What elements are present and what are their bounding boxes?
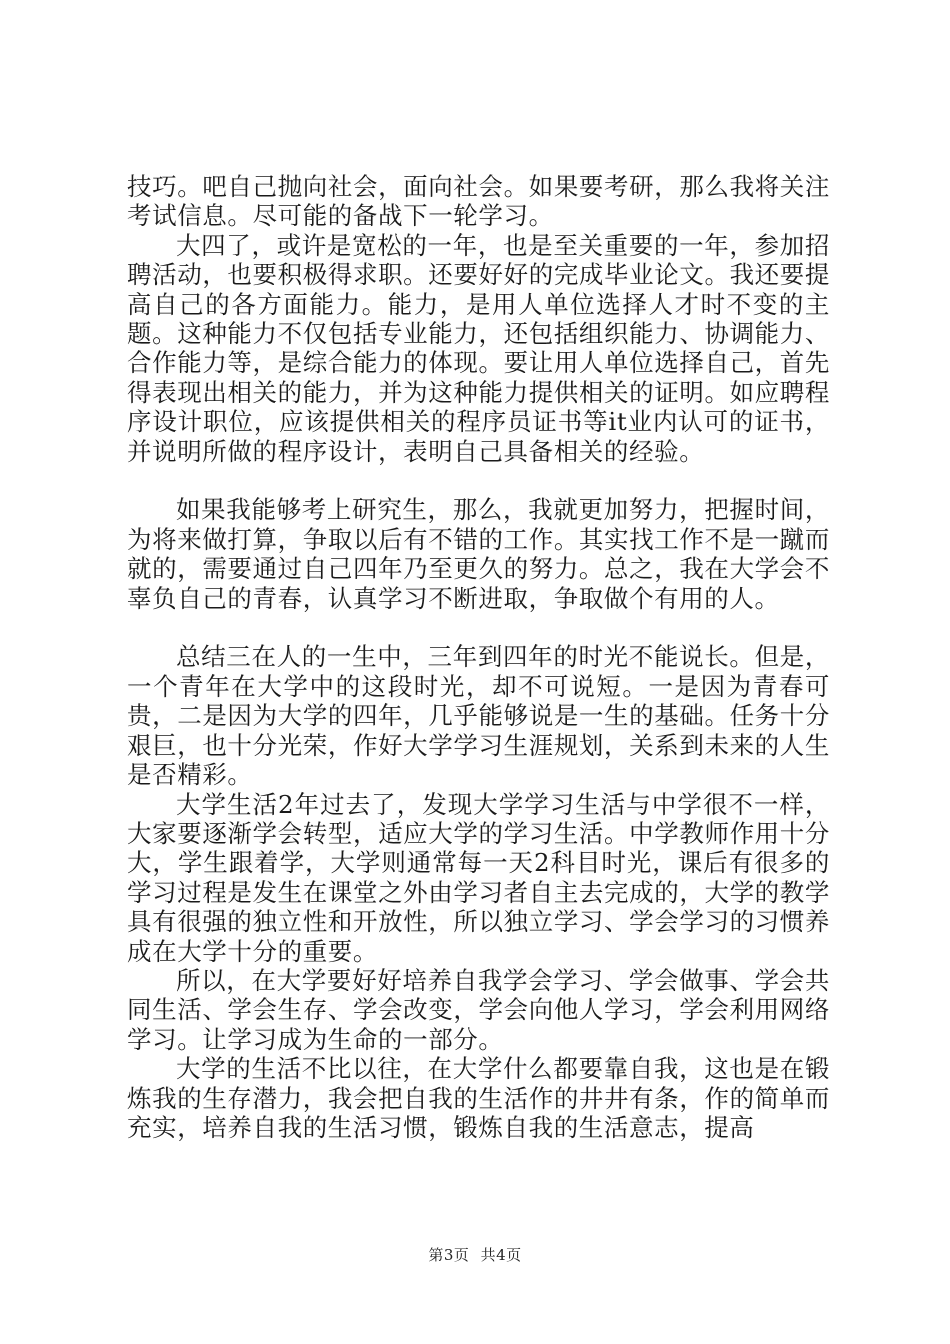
paragraph-1: 技巧。吧自己抛向社会，面向社会。如果要考研，那么我将关注考试信息。尽可能的备战下一轮学习。: [127, 172, 830, 231]
paragraph-7: 大学的生活不比以往，在大学什么都要靠自我，这也是在锻炼我的生存潜力，我会把自我的生活作的井井有条，作的简单而充实，培养自我的生活习惯，锻炼自我的生活意志，提高: [127, 1054, 830, 1142]
page-total: 共4页: [480, 1246, 522, 1264]
document-body: [127, 172, 830, 1142]
paragraph-4: 总结三在人的一生中，三年到四年的时光不能说长。但是，一个青年在大学中的这段时光，却不可说短。一是因为青春可贵，二是因为大学的四年，几乎能够说是一生的基础。任务十分艰巨，也十分光荣，作好大学学习生涯规划，关系到未来的人生是否精彩。: [127, 642, 830, 790]
page-number: 第3页: [428, 1246, 470, 1264]
page-footer: [0, 1244, 950, 1265]
paragraph-6: 所以，在大学要好好培养自我学会学习、学会做事、学会共同生活、学会生存、学会改变，学会向他人学习，学会利用网络学习。让学习成为生命的一部分。: [127, 965, 830, 1054]
paragraph-2: 大四了，或许是宽松的一年，也是至关重要的一年，参加招聘活动，也要积极得求职。还要好好的完成毕业论文。我还要提高自己的各方面能力。能力，是用人单位选择人才时不变的主题。这种能力不仅包括专业能力，还包括组织能力、协调能力、合作能力等，是综合能力的体现。要让用人单位选择自己，首先得表现出相关的能力，并为这种能力提供相关的证明。如应聘程序设计职位，应该提供相关的程序员证书等it业内认可的证书，并说明所做的程序设计，表明自己具备相关的经验。: [127, 230, 830, 466]
paragraph-5: 大学生活2年过去了，发现大学学习生活与中学很不一样，大家要逐渐学会转型，适应大学的学习生活。中学教师作用十分大，学生跟着学，大学则通常每一天2科目时光，课后有很多的学习过程是发生在课堂之外由学习者自主去完成的，大学的教学具有很强的独立性和开放性，所以独立学习、学会学习的习惯养成在大学十分的重要。: [127, 789, 830, 966]
paragraph-3: 如果我能够考上研究生，那么，我就更加努力，把握时间，为将来做打算，争取以后有不错的工作。其实找工作不是一蹴而就的，需要通过自己四年乃至更久的努力。总之，我在大学会不辜负自己的青春，认真学习不断进取，争取做个有用的人。: [127, 495, 830, 613]
